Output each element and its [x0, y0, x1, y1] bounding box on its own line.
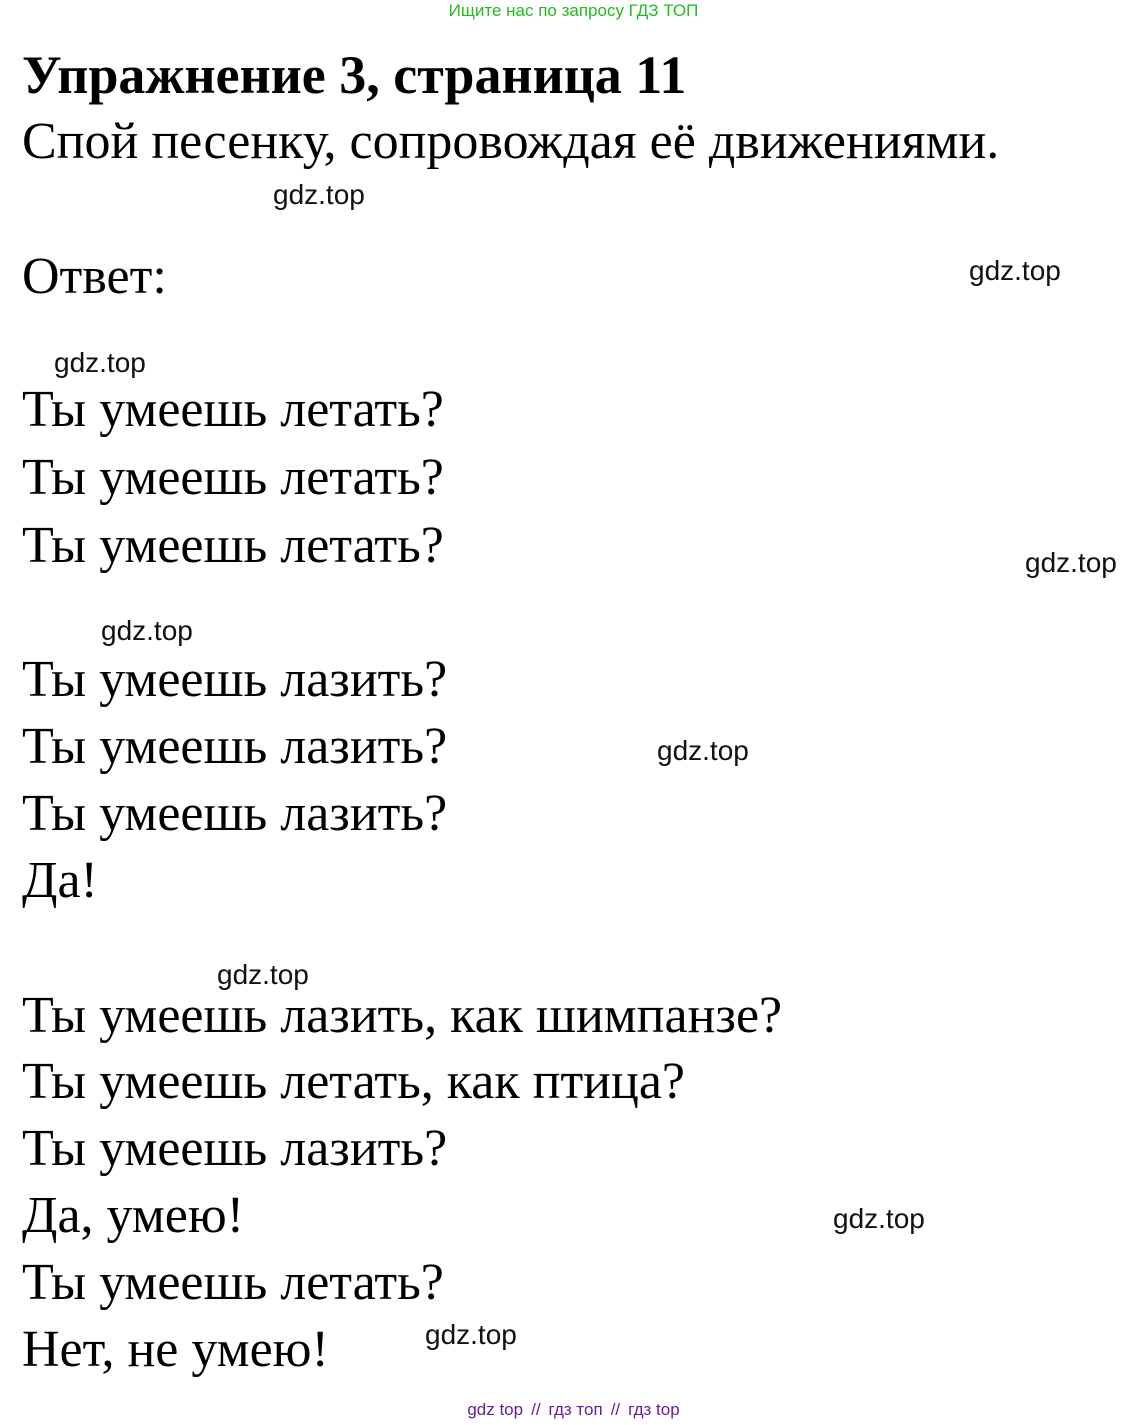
lyric-line: Ты умеешь лазить? — [22, 1120, 448, 1177]
answer-label: Ответ: — [22, 248, 167, 305]
footer-link-gdz-top-ru[interactable]: гдз топ — [548, 1400, 603, 1419]
lyric-line: Ты умеешь лазить, как шимпанзе? — [22, 987, 783, 1044]
watermark: gdz.top — [54, 347, 146, 378]
lyric-line: Ты умеешь летать? — [22, 1254, 444, 1311]
footer-links — [0, 1398, 1147, 1422]
watermark: gdz.top — [833, 1203, 925, 1234]
lyric-line: Ты умеешь летать? — [22, 449, 444, 506]
lyric-line: Ты умеешь летать, как птица? — [22, 1053, 685, 1110]
watermark: gdz.top — [101, 615, 193, 646]
footer-link-gdz-top-mixed[interactable]: гдз top — [628, 1400, 680, 1419]
watermark: gdz.top — [217, 959, 309, 990]
footer-link-gdz-top[interactable]: gdz top — [467, 1400, 524, 1419]
watermark: gdz.top — [657, 735, 749, 766]
lyric-line: Нет, не умею! — [22, 1321, 329, 1378]
lyric-line: Ты умеешь лазить? — [22, 785, 448, 842]
lyric-line: Ты умеешь летать? — [22, 381, 444, 438]
exercise-title: Упражнение 3, страница 11 — [22, 45, 687, 105]
watermark: gdz.top — [273, 179, 365, 210]
lyric-line: Ты умеешь лазить? — [22, 651, 448, 708]
watermark: gdz.top — [425, 1319, 517, 1350]
watermark: gdz.top — [1025, 547, 1117, 578]
lyric-line: Да, умею! — [22, 1187, 245, 1244]
task-text: Спой песенку, сопровождая её движениями. — [22, 113, 1000, 170]
top-banner: Ищите нас по запросу ГДЗ ТОП — [448, 1, 699, 20]
lyric-line: Ты умеешь летать? — [22, 517, 444, 574]
footer-separator: // — [531, 1400, 541, 1419]
watermark: gdz.top — [969, 255, 1061, 286]
lyric-line: Да! — [22, 852, 98, 909]
footer-separator: // — [610, 1400, 621, 1419]
lyric-line: Ты умеешь лазить? — [22, 718, 448, 775]
